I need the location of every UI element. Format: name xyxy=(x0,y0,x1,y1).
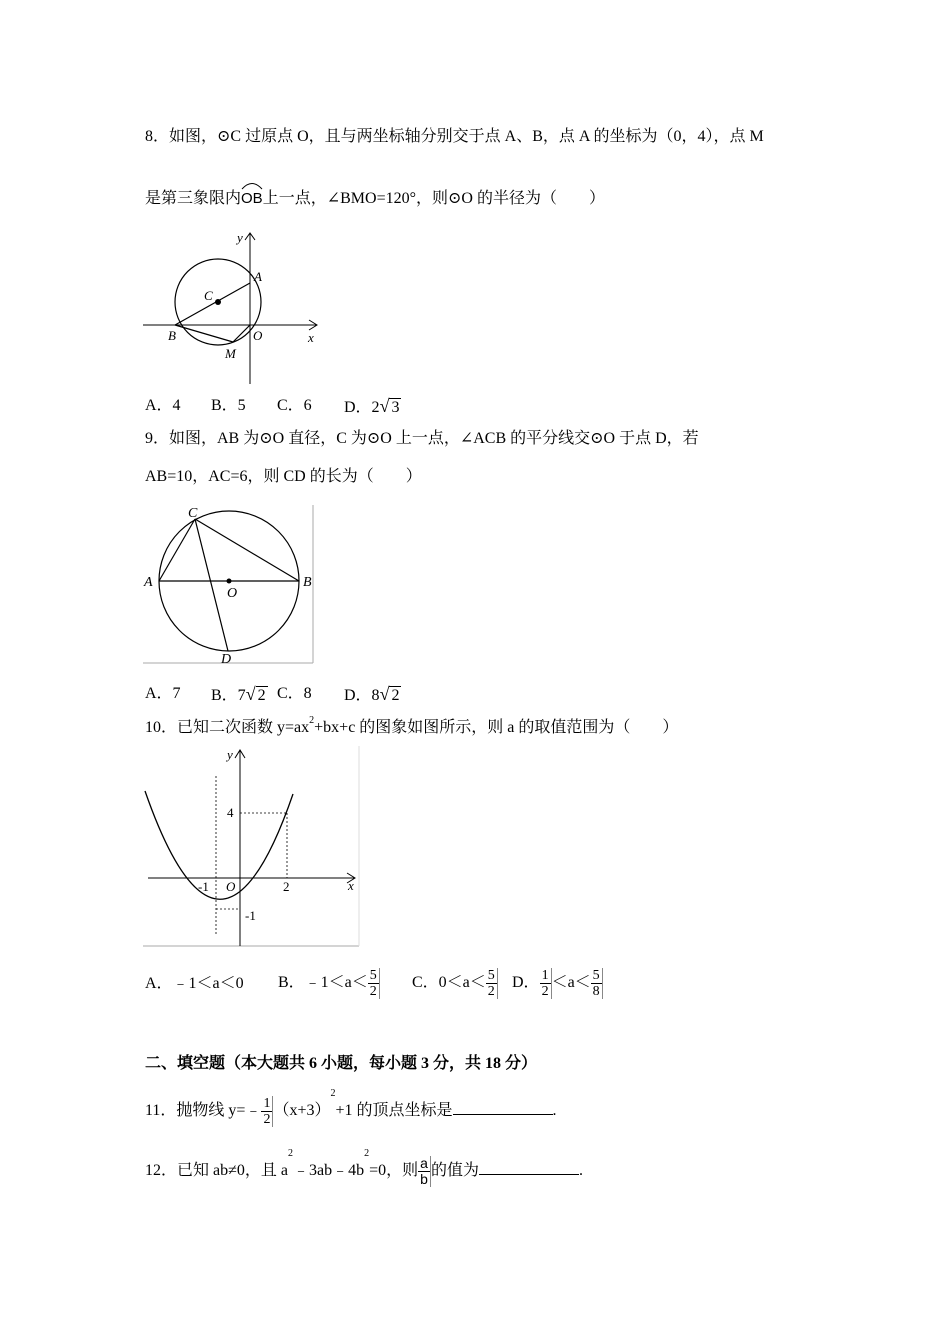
q12-line xyxy=(145,1148,583,1191)
q9-sqrt-b-radicand: 2 xyxy=(257,687,266,704)
q11-mid: （x+3） xyxy=(273,1102,331,1119)
q11-line xyxy=(145,1088,557,1131)
q11-post: +1 的顶点坐标是 xyxy=(335,1102,453,1119)
q8-line-bm xyxy=(175,325,233,342)
q8-option-b: B．5 xyxy=(211,397,246,414)
q9-option-a: A．7 xyxy=(145,685,181,702)
q10-option-d-mid: ＜a＜ xyxy=(551,974,591,991)
q8-figure xyxy=(143,230,319,384)
arc-ob-label: OB xyxy=(241,190,263,207)
q8-label-m: M xyxy=(225,346,236,361)
q10-label-4: 4 xyxy=(227,805,234,820)
q10-label-x: x xyxy=(348,878,354,893)
q10-line-pre: 10．已知二次函数 y=ax xyxy=(145,719,310,736)
q8-option-c: C．6 xyxy=(277,397,312,414)
q10-option-b-pre: B．﹣1＜a＜ xyxy=(278,974,368,991)
q8-label-x: x xyxy=(308,330,314,345)
q9-option-b xyxy=(211,684,268,706)
q12-sup2: 2 xyxy=(364,1148,370,1159)
q10-option-d-num2: 5 xyxy=(592,967,600,983)
q10-option-b-frac xyxy=(368,968,380,999)
q9-chord-cb xyxy=(195,519,299,581)
q9-option-d xyxy=(344,684,401,706)
q12-pre: 12．已知 ab≠0，且 a xyxy=(145,1162,288,1179)
q8-sqrt: √ 3 xyxy=(379,396,400,416)
q8-label-a: A xyxy=(254,269,262,284)
q9-chord-cd xyxy=(195,519,228,651)
q12-post: 的值为 xyxy=(430,1162,479,1179)
q11-sup: 2 xyxy=(330,1088,336,1099)
q10-label-o: O xyxy=(226,879,236,894)
q8-option-d xyxy=(344,396,401,418)
q8-line1: 8．如图，⊙C 过原点 O，且与两坐标轴分别交于点 A、B，点 A 的坐标为（0，4），点 M xyxy=(145,128,764,145)
q8-line2-pre: 是第三象限内 xyxy=(145,190,242,207)
q11-frac xyxy=(261,1096,273,1127)
q10-parabola xyxy=(145,791,293,899)
q9-label-d: D xyxy=(221,652,232,665)
arc-ob xyxy=(241,189,263,209)
arc-symbol-icon xyxy=(241,180,263,190)
q10-sup: 2 xyxy=(309,715,315,726)
q9-label-b: B xyxy=(303,575,312,590)
q8-label-o: O xyxy=(253,328,263,343)
q10-option-d-num1: 1 xyxy=(541,967,549,983)
q9-sqrt-d-radicand: 2 xyxy=(391,687,400,704)
q9-sqrt-b: √ 2 xyxy=(245,684,266,704)
q11-den: 2 xyxy=(263,1111,271,1127)
q12-den: b xyxy=(420,1170,428,1187)
q8-option-d-coef: D．2 xyxy=(344,399,380,416)
q12-mid2: =0，则 xyxy=(369,1162,419,1179)
q10-label-neg1-x: -1 xyxy=(198,879,209,894)
q9-sqrt-d: √ 2 xyxy=(379,684,400,704)
q10-option-c-num: 5 xyxy=(487,967,495,983)
q10-option-d-frac1 xyxy=(540,968,552,999)
q8-sqrt-radicand: 3 xyxy=(391,399,400,416)
q10-figure xyxy=(143,746,361,948)
section-2-title: 二、填空题（本大题共 6 小题，每小题 3 分，共 18 分） xyxy=(145,1055,538,1072)
q10-label-y: y xyxy=(227,747,233,762)
q9-figure xyxy=(143,505,315,665)
q9-chord-ac xyxy=(159,519,195,581)
q12-end: . xyxy=(578,1162,583,1179)
q10-line-post: +bx+c 的图象如图所示，则 a 的取值范围为（ ） xyxy=(314,719,679,736)
q9-option-d-coef: D．8 xyxy=(344,687,380,704)
q10-option-b-num: 5 xyxy=(369,967,377,983)
q8-line2-post: 上一点，∠BMO=120°，则⊙O 的半径为（ ） xyxy=(262,190,605,207)
q11-num: 1 xyxy=(263,1095,271,1111)
q9-line2: AB=10，AC=6，则 CD 的长为（ ） xyxy=(145,468,422,485)
q10-option-d-den2: 8 xyxy=(592,983,600,999)
q11-answer-blank[interactable] xyxy=(453,1100,553,1115)
q8-line2 xyxy=(145,189,605,209)
q10-option-d-den1: 2 xyxy=(541,983,549,999)
q10-option-c-pre: C．0＜a＜ xyxy=(412,974,486,991)
q10-option-a: A．﹣1＜a＜0 xyxy=(145,975,244,992)
q12-num: a xyxy=(420,1154,428,1171)
q9-option-b-coef: B．7 xyxy=(211,687,246,704)
q9-option-c: C．8 xyxy=(277,685,312,702)
q9-line1: 9．如图，AB 为⊙O 直径，C 为⊙O 上一点，∠ACB 的平分线交⊙O 于点 D，若 xyxy=(145,430,699,447)
q10-label-neg1-y: -1 xyxy=(245,908,256,923)
q12-mid1: ﹣3ab﹣4b xyxy=(293,1162,365,1179)
q11-pre: 11．抛物线 y=﹣ xyxy=(145,1102,262,1119)
q10-option-c xyxy=(412,964,498,1002)
q10-line xyxy=(145,715,679,738)
q9-label-c: C xyxy=(188,506,198,521)
q8-option-a: A．4 xyxy=(145,397,181,414)
q10-option-b xyxy=(278,964,380,1002)
q10-option-c-den: 2 xyxy=(487,983,495,999)
q10-option-d xyxy=(512,964,603,1002)
q8-label-b: B xyxy=(168,328,176,343)
q9-label-o: O xyxy=(227,586,238,601)
q11-end: . xyxy=(552,1102,557,1119)
q10-label-2: 2 xyxy=(283,879,290,894)
q10-option-b-den: 2 xyxy=(369,983,377,999)
q10-option-c-frac xyxy=(486,968,498,999)
q8-label-c: C xyxy=(204,288,213,303)
q10-option-d-pre: D． xyxy=(512,974,540,991)
q9-label-a: A xyxy=(144,575,153,590)
q8-label-y: y xyxy=(237,230,243,245)
q12-sup1: 2 xyxy=(288,1148,293,1159)
q12-answer-blank[interactable] xyxy=(479,1160,579,1175)
q12-frac xyxy=(418,1156,431,1187)
q10-option-d-frac2 xyxy=(591,968,603,999)
